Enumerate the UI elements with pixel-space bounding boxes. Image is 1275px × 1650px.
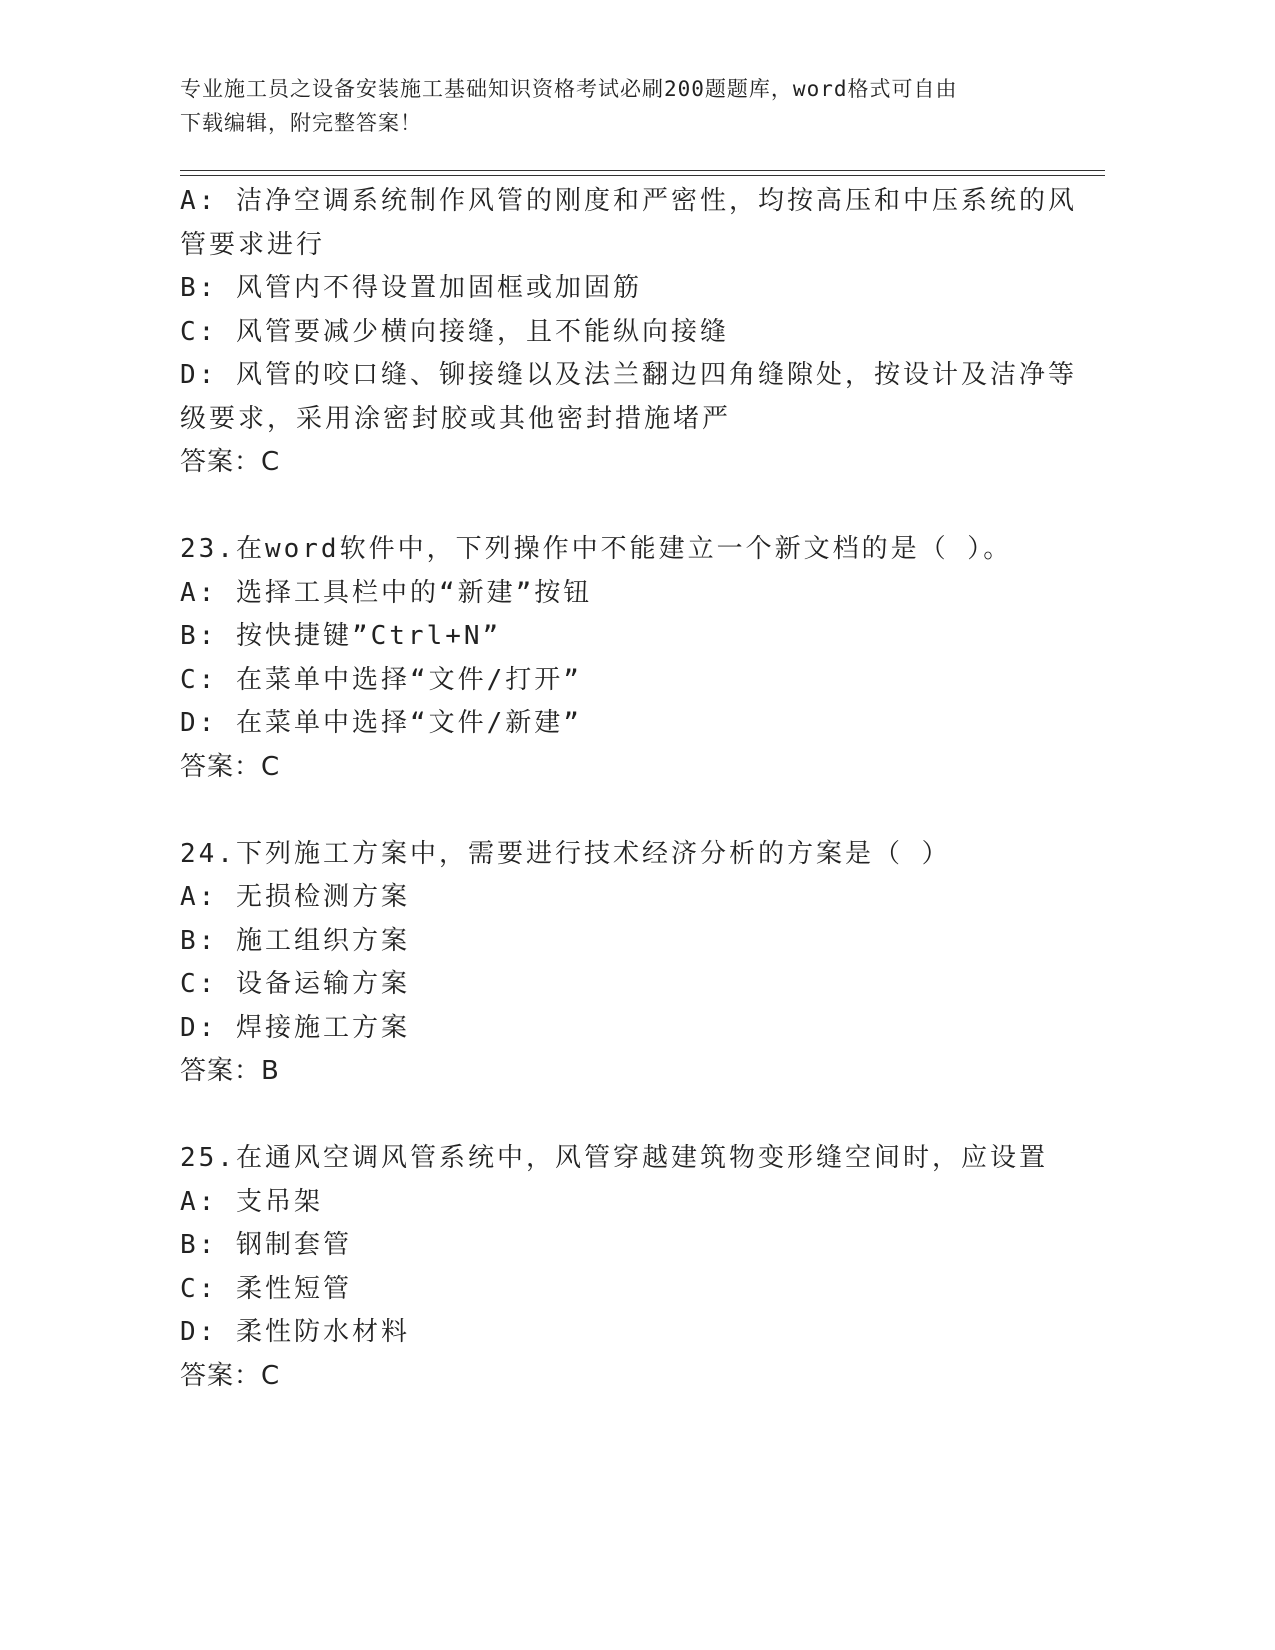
document-header <box>180 72 1060 140</box>
header-divider-bottom <box>180 175 1105 176</box>
question-text: 25.在通风空调风管系统中，风管穿越建筑物变形缝空间时，应设置 <box>180 1143 1048 1173</box>
option-c: C: 柔性短管 <box>180 1273 352 1304</box>
option-a-line-2: 管要求进行 <box>180 229 326 260</box>
question-list <box>180 180 1080 1398</box>
question-24 <box>180 833 1080 1094</box>
question-23 <box>180 528 1080 789</box>
answer: 答案：B <box>180 1056 280 1086</box>
spacer <box>180 1094 1080 1138</box>
answer: 答案：C <box>180 1360 281 1391</box>
question-text: 24.下列施工方案中，需要进行技术经济分析的方案是（ ） <box>180 838 951 869</box>
option-d: D: 柔性防水材料 <box>180 1317 410 1347</box>
option-d-line-1: D: 风管的咬口缝、铆接缝以及法兰翻边四角缝隙处，按设计及洁净等 <box>180 360 1077 390</box>
option-a: A: 选择工具栏中的“新建”按钮 <box>180 577 593 608</box>
option-b: B: 施工组织方案 <box>180 925 410 956</box>
option-c: C: 设备运输方案 <box>180 969 410 999</box>
option-a: A: 无损检测方案 <box>180 882 410 912</box>
question-22 <box>180 180 1080 485</box>
option-a-line-1: A: 洁净空调系统制作风管的刚度和严密性，均按高压和中压系统的风 <box>180 186 1077 216</box>
header-line-2: 下载编辑，附完整答案！ <box>180 111 422 135</box>
header-line-1: 专业施工员之设备安装施工基础知识资格考试必刷200题题库，word格式可自由 <box>180 77 958 101</box>
option-d: D: 焊接施工方案 <box>180 1012 410 1043</box>
answer: 答案：C <box>180 447 281 477</box>
option-c: C: 在菜单中选择“文件/打开” <box>180 664 582 695</box>
header-divider-top <box>180 170 1105 171</box>
option-d-line-2: 级要求，采用涂密封胶或其他密封措施堵严 <box>180 403 732 434</box>
option-d: D: 在菜单中选择“文件/新建” <box>180 708 582 738</box>
question-text: 23.在word软件中，下列操作中不能建立一个新文档的是（ ）。 <box>180 534 1013 564</box>
question-25 <box>180 1137 1080 1398</box>
option-c: C: 风管要减少横向接缝，且不能纵向接缝 <box>180 316 729 347</box>
option-b: B: 按快捷键”Ctrl+N” <box>180 621 502 651</box>
option-a: A: 支吊架 <box>180 1186 323 1217</box>
answer: 答案：C <box>180 751 281 782</box>
option-b: B: 风管内不得设置加固框或加固筋 <box>180 273 642 303</box>
spacer <box>180 789 1080 833</box>
spacer <box>180 485 1080 529</box>
option-b: B: 钢制套管 <box>180 1230 352 1260</box>
